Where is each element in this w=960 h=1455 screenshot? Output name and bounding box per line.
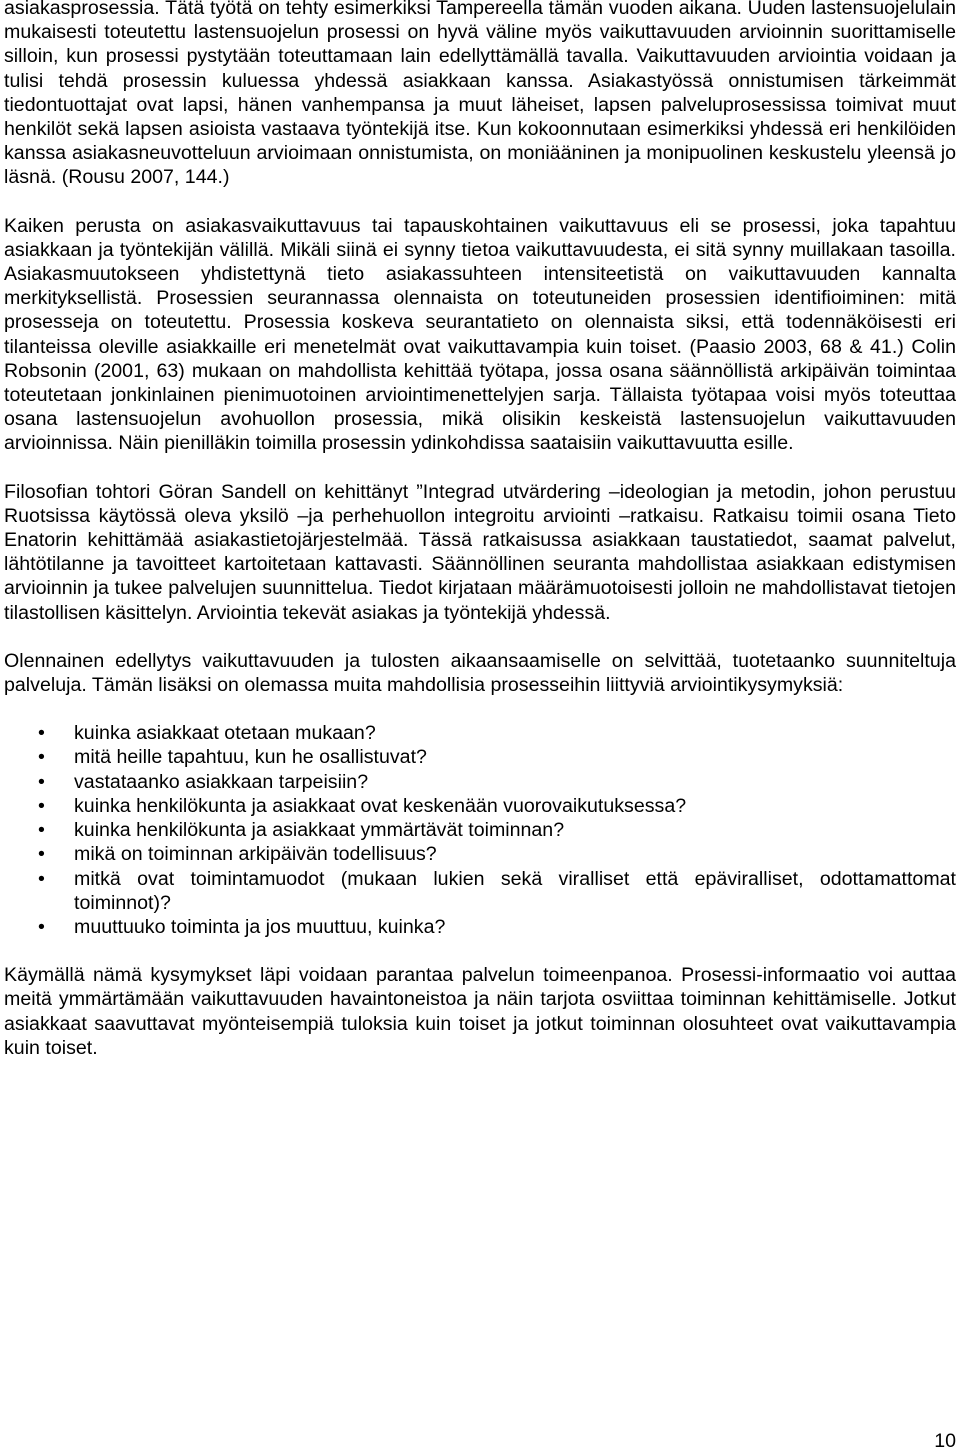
- page-number: 10: [934, 1430, 956, 1452]
- paragraph-4: Olennainen edellytys vaikuttavuuden ja tulosten aikaansaamiselle on selvittää, tuotetaanko suunniteltuja palveluja. Tämän lisäksi on olemassa muita mahdollisia prosesseihin liittyviä arviointikysymyksiä:: [4, 649, 956, 697]
- list-item: [4, 842, 956, 866]
- bullet-icon: •: [38, 770, 45, 793]
- paragraph-1: asiakasprosessia. Tätä työtä on tehty esimerkiksi Tampereella tämän vuoden aikana. Uuden lastensuojelulain mukaisesti toteutettu lastensuojelun prosessi on hyvä väline myös vaikuttavuuden arvioinnin suorittamiselle silloin, kun prosessi pystytään toteuttamaan lain edellyttämällä tavalla. Vaikuttavuuden arviointia voidaan ja tulisi tehdä prosessin kuluessa yhdessä asiakkaan kanssa. Asiakastyössä onnistumisen tärkeimmät tiedontuottajat ovat lapsi, hänen vanhempansa ja muut läheiset, lapsen palveluprosessissa toimivat muut henkilöt sekä lapsen asioista vastaava työntekijä itse. Kun kokoonnutaan esimerkiksi yhdessä eri henkilöiden kanssa asiakasneuvotteluun arvioimaan onnistumista, on moniääninen ja monipuolinen keskustelu yleensä jo läsnä. (Rousu 2007, 144.): [4, 0, 956, 189]
- list-item-text: muuttuuko toiminta ja jos muuttuu, kuinka?: [74, 915, 446, 938]
- bullet-icon: •: [38, 819, 45, 842]
- list-item-text: kuinka henkilökunta ja asiakkaat ovat keskenään vuorovaikutuksessa?: [74, 794, 687, 817]
- paragraph-3: Filosofian tohtori Göran Sandell on kehittänyt ”Integrad utvärdering –ideologian ja metodin, johon perustuu Ruotsissa käytössä oleva yksilö –ja perhehuollon integroitu arviointi –ratkaisu. Ratkaisu toimii osana Tieto Enatorin kehittämää asiakastietojärjestelmää. Tässä ratkaisussa asiakkaan taustatiedot, saamat palvelut, lähtötilanne ja tavoitteet kartoitetaan kattavasti. Säännöllinen seuranta mahdollistaa asiakkaan edistymisen arvioinnin ja tukee palvelujen suunnittelua. Tiedot kirjataan määrämuotoisesti jolloin ne mahdollistavat tietojen tilastollisen käsittelyn. Arviointia tekevät asiakas ja työntekijä yhdessä.: [4, 480, 956, 624]
- bullet-icon: •: [38, 915, 45, 938]
- paragraph-2: Kaiken perusta on asiakasvaikuttavuus tai tapauskohtainen vaikuttavuus eli se prosessi, joka tapahtuu asiakkaan ja työntekijän välillä. Mikäli siinä ei synny tietoa vaikuttavuudesta, ei sitä synny muillakaan tasoilla. Asiakasmuutokseen yhdistettynä tieto asiakassuhteen intensiteetistä on vaikuttavuuden kannalta merkityksellistä. Prosessien seurannassa olennaista on toteutuneiden prosessien identifioiminen: mitä prosesseja on toteutettu. Prosessia koskeva seurantatieto on olennaista siksi, että todennäköisesti eri tilanteissa oleville asiakkaille eri menetelmät ovat vaikuttavampia kuin toiset. (Paasio 2003, 68 & 41.) Colin Robsonin (2001, 63) mukaan on mahdollista kehittää työtapa, jossa osana säännöllistä arkipäivän toimintaa toteutetaan jonkinlainen pienimuotoinen arviointimenettelyjen sarja. Tällaista työtapaa voisi myös toteuttaa osana lastensuojelun avohuollon prosessia, mikä olisikin keskeistä lastensuojelun vaikuttavuuden arvioinnissa. Näin pienilläkin toimilla prosessin ydinkohdissa saataisiin vaikuttavuutta esille.: [4, 214, 956, 455]
- document-page: [4, 0, 956, 1060]
- list-item-text: mitkä ovat toimintamuodot (mukaan lukien sekä viralliset että epäviralliset, odottamattomat toiminnot)?: [74, 867, 956, 914]
- bullet-icon: •: [38, 867, 45, 890]
- list-item: [4, 770, 956, 794]
- list-item: [4, 915, 956, 939]
- list-item: [4, 745, 956, 769]
- closing-paragraph: Käymällä nämä kysymykset läpi voidaan parantaa palvelun toimeenpanoa. Prosessi-informaatio voi auttaa meitä ymmärtämään vaikuttavuuden havaintoneistoa ja näin tarjota osviittaa toiminnan kehittämiselle. Jotkut asiakkaat saavuttavat myönteisempiä tuloksia kuin toiset ja jotkut toiminnan olosuhteet ovat vaikuttavampia kuin toiset.: [4, 964, 956, 1059]
- list-item-text: vastataanko asiakkaan tarpeisiin?: [74, 770, 369, 793]
- list-item-text: mitä heille tapahtuu, kun he osallistuvat?: [74, 746, 427, 769]
- list-item-text: kuinka asiakkaat otetaan mukaan?: [74, 722, 376, 745]
- list-item: [4, 721, 956, 745]
- bullet-icon: •: [38, 746, 45, 769]
- list-item: [4, 818, 956, 842]
- bullet-icon: •: [38, 843, 45, 866]
- list-item-text: mikä on toiminnan arkipäivän todellisuus?: [74, 843, 437, 866]
- list-item: [4, 867, 956, 915]
- list-item: [4, 794, 956, 818]
- question-list: [4, 721, 956, 939]
- bullet-icon: •: [38, 794, 45, 817]
- bullet-icon: •: [38, 722, 45, 745]
- list-item-text: kuinka henkilökunta ja asiakkaat ymmärtävät toiminnan?: [74, 819, 565, 842]
